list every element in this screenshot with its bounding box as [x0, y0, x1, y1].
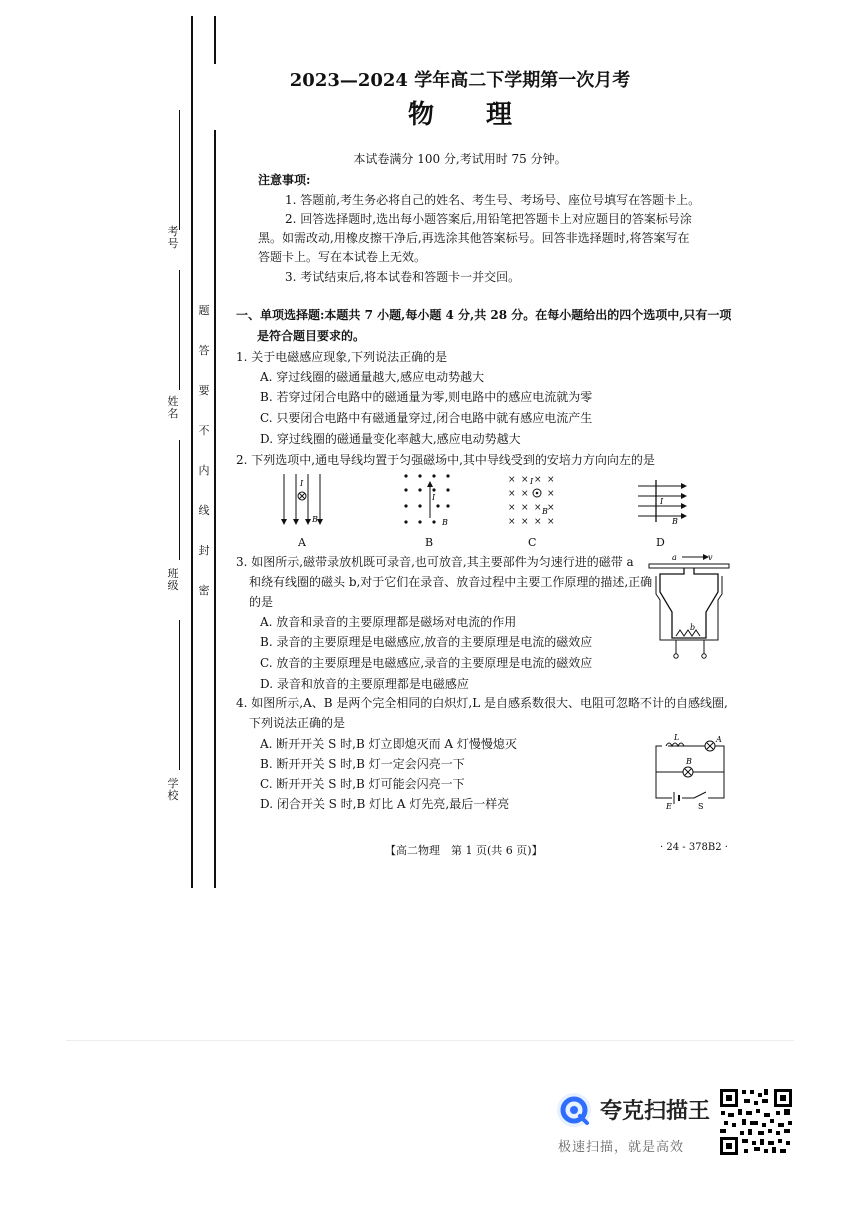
- notice-item: 3. 考试结束后,将本试卷和答题卡一并交回。: [285, 270, 521, 284]
- svg-text:A: A: [716, 735, 722, 744]
- q3-option-c: C. 放音的主要原理是电磁感应,录音的主要原理是电流的磁效应: [260, 656, 593, 670]
- side-label-kaohao: 考号: [167, 225, 179, 250]
- q4-option-a: A. 断开开关 S 时,B 灯立即熄灭而 A 灯慢慢熄灭: [260, 737, 517, 751]
- q2-label-a: A: [298, 536, 306, 549]
- q2-label-d: D: [656, 536, 665, 549]
- svg-text:B: B: [442, 518, 448, 527]
- binding-line-inner-top: [214, 16, 216, 64]
- svg-text:L: L: [674, 733, 680, 742]
- svg-text:×: ×: [534, 517, 542, 527]
- svg-text:×: ×: [521, 475, 529, 485]
- section-heading: 一、单项选择题:本题共 7 小题,每小题 4 分,共 28 分。在每小题给出的四个选项中,只有一项: [236, 308, 732, 322]
- svg-text:×: ×: [547, 517, 555, 527]
- brand-name: 夸克扫描王: [600, 1099, 711, 1124]
- q3-option-b: B. 录音的主要原理是电磁感应,放音的主要原理是电流的磁效应: [260, 635, 593, 649]
- q1-option-a: A. 穿过线圈的磁通量越大,感应电动势越大: [260, 370, 485, 384]
- svg-text:B: B: [542, 507, 548, 516]
- svg-text:×: ×: [547, 489, 555, 499]
- subject-title: 物 理: [407, 100, 512, 130]
- brand-slogan: 极速扫描，就是高效: [558, 1140, 685, 1155]
- svg-text:×: ×: [521, 489, 529, 499]
- side-label-banji: 班级: [167, 567, 179, 592]
- page-footer: 【高二物理 第 1 页(共 6 页)】: [385, 844, 543, 857]
- q1-option-b: B. 若穿过闭合电路中的磁通量为零,则电路中的感应电流就为零: [260, 390, 593, 404]
- paper-code: · 24 - 378B2 ·: [660, 842, 728, 853]
- notice-item: 2. 回答选择题时,选出每小题答案后,用铅笔把答题卡上对应题目的答案标号涂: [285, 212, 692, 226]
- q4-option-d: D. 闭合开关 S 时,B 灯比 A 灯先亮,最后一样亮: [260, 797, 510, 811]
- notice-item: 1. 答题前,考生务必将自己的姓名、考生号、考场号、座位号填写在答题卡上。: [285, 193, 701, 207]
- q3-stem-3: 的是: [249, 595, 274, 609]
- q3-tape-head-figure: [646, 548, 732, 662]
- q1-option-c: C. 只要闭合电路中有磁通量穿过,闭合电路中就有感应电流产生: [260, 411, 593, 425]
- svg-text:×: ×: [547, 503, 555, 513]
- svg-text:×: ×: [547, 475, 555, 485]
- svg-text:×: ×: [508, 475, 516, 485]
- q1-stem: 1. 关于电磁感应现象,下列说法正确的是: [236, 350, 448, 364]
- q4-option-b: B. 断开开关 S 时,B 灯一定会闪亮一下: [260, 757, 465, 771]
- binding-line-inner: [214, 130, 216, 888]
- seal-char: 内: [198, 464, 210, 477]
- svg-text:B: B: [686, 757, 692, 766]
- svg-text:a: a: [672, 553, 677, 562]
- seal-char: 密: [198, 584, 210, 597]
- quark-logo-icon: [556, 1092, 592, 1128]
- seal-char: 要: [198, 384, 210, 397]
- q2-figure-d: [632, 478, 692, 528]
- svg-text:×: ×: [508, 489, 516, 499]
- q3-option-a: A. 放音和录音的主要原理都是磁场对电流的作用: [260, 615, 517, 629]
- svg-text:×: ×: [534, 503, 542, 513]
- svg-text:I: I: [300, 479, 304, 488]
- svg-text:×: ×: [508, 517, 516, 527]
- q1-option-d: D. 穿过线圈的磁通量变化率越大,感应电动势越大: [260, 432, 521, 446]
- svg-text:×: ×: [508, 503, 516, 513]
- svg-text:S: S: [698, 802, 704, 810]
- label-line-xingming: [179, 270, 180, 390]
- svg-text:b: b: [690, 623, 696, 632]
- seal-char: 线: [198, 504, 210, 517]
- binding-line-outer: [191, 16, 193, 888]
- q2-stem: 2. 下列选项中,通电导线均置于匀强磁场中,其中导线受到的安培力方向向左的是: [236, 453, 655, 467]
- q3-stem-1: 3. 如图所示,磁带录放机既可录音,也可放音,其主要部件为匀速行进的磁带 a: [236, 555, 634, 569]
- side-label-xingming: 姓名: [167, 395, 179, 420]
- svg-text:×: ×: [534, 475, 542, 485]
- svg-text:I: I: [530, 477, 534, 486]
- notice-item: 答题卡上。写在本试卷上无效。: [258, 250, 427, 264]
- svg-text:B: B: [312, 515, 318, 524]
- seal-char: 题: [198, 304, 210, 317]
- seal-char: 不: [198, 424, 210, 437]
- seal-char: 答: [198, 344, 210, 357]
- exam-title: 2023—2024 学年高二下学期第一次月考: [289, 70, 631, 91]
- q4-stem-2: 下列说法正确的是: [249, 716, 346, 730]
- q2-label-b: B: [425, 536, 434, 549]
- page-divider: [66, 1040, 794, 1041]
- svg-text:I: I: [660, 497, 664, 506]
- q3-option-d: D. 录音和放音的主要原理都是电磁感应: [260, 677, 469, 691]
- svg-text:×: ×: [521, 503, 529, 513]
- svg-text:v: v: [708, 553, 713, 562]
- q4-option-c: C. 断开开关 S 时,B 灯可能会闪亮一下: [260, 777, 465, 791]
- qr-code-icon: [718, 1087, 794, 1157]
- notice-heading: 注意事项:: [258, 173, 311, 187]
- side-label-xuexiao: 学校: [167, 777, 179, 802]
- svg-text:I: I: [432, 493, 436, 502]
- section-heading-cont: 是符合题目要求的。: [257, 329, 366, 343]
- q3-stem-2: 和绕有线圈的磁头 b,对于它们在录音、放音过程中主要工作原理的描述,正确: [249, 575, 653, 589]
- svg-text:E: E: [666, 802, 672, 810]
- exam-meta: 本试卷满分 100 分,考试用时 75 分钟。: [353, 152, 567, 166]
- svg-text:B: B: [672, 517, 678, 526]
- label-line-kaohao: [179, 110, 180, 230]
- label-line-xuexiao: [179, 620, 180, 770]
- seal-char: 封: [198, 544, 210, 557]
- q4-circuit-figure: [650, 732, 734, 810]
- q2-label-c: C: [528, 536, 537, 549]
- q2-figure-b: [398, 470, 458, 530]
- svg-text:×: ×: [521, 517, 529, 527]
- q2-figure-c: [504, 470, 564, 530]
- q4-stem-1: 4. 如图所示,A、B 是两个完全相同的白炽灯,L 是自感系数很大、电阻可忽略不计的自感线圈,: [236, 696, 728, 710]
- label-line-banji: [179, 440, 180, 560]
- notice-item: 黑。如需改动,用橡皮擦干净后,再选涂其他答案标号。回答非选择题时,将答案写在: [258, 231, 690, 245]
- q2-figure-a: [272, 470, 332, 530]
